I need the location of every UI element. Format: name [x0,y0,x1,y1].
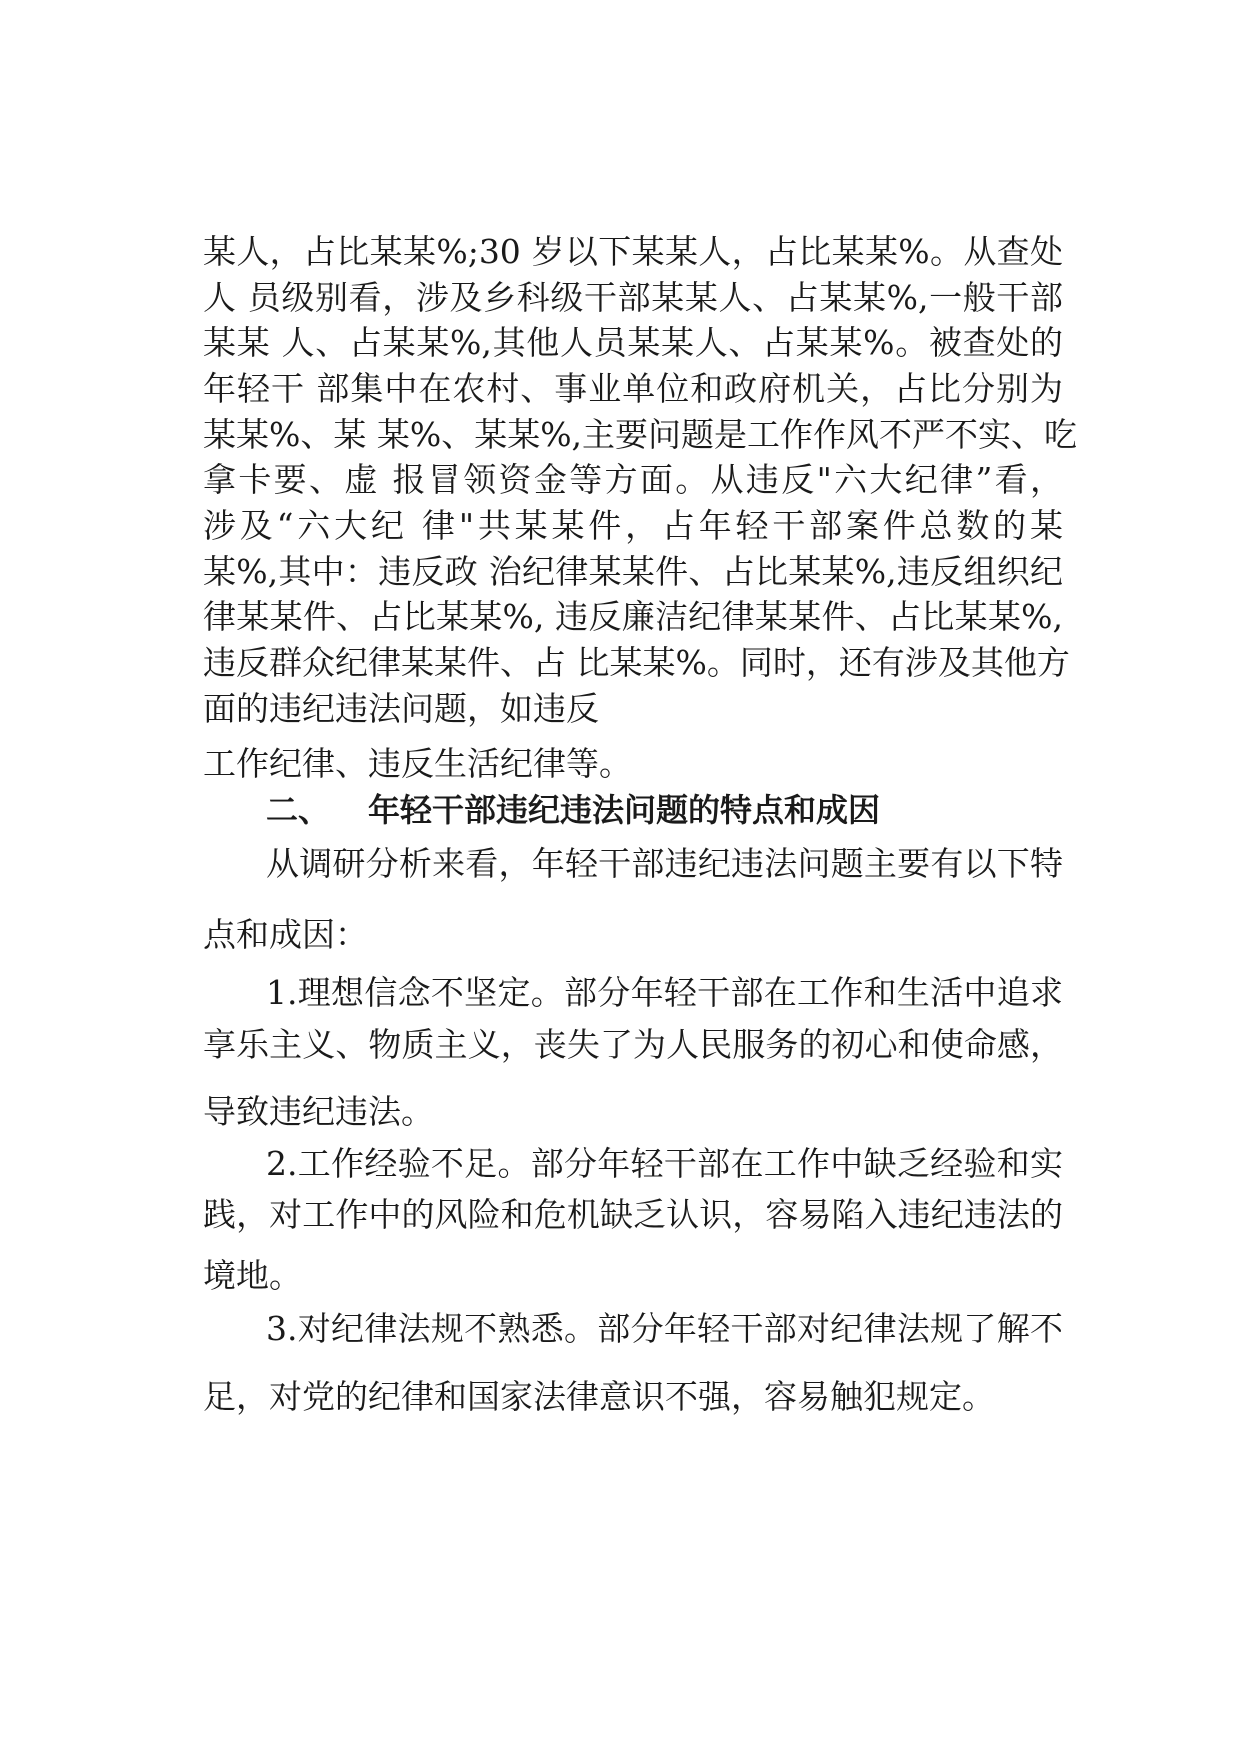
section-heading [266,790,880,830]
text-line: 享乐主义、物质主义，丧失了为人民服务的初心和使命感， [203,1025,1063,1064]
text-line: 1.理想信念不坚定。部分年轻干部在工作和生活中追求 [266,973,1063,1012]
text-line: 从调研分析来看，年轻干部违纪违法问题主要有以下特 [266,844,1063,883]
text-line: 某%,其中：违反政 治纪律某某件、占比某某%,违反组织纪 [203,552,1063,591]
text-line: 面的违纪违法问题，如违反 [203,689,599,728]
text-line: 践，对工作中的风险和危机缺乏认识，容易陷入违纪违法的 [203,1195,1063,1234]
text-line: 3.对纪律法规不熟悉。部分年轻干部对纪律法规了解不 [266,1309,1063,1348]
text-line: 足，对党的纪律和国家法律意识不强，容易触犯规定。 [203,1377,995,1416]
section-title: 年轻干部违纪违法问题的特点和成因 [368,791,881,829]
text-line: 拿卡要、虚 报冒领资金等方面。从违反"六大纪律”看， [203,460,1063,499]
text-line: 年轻干 部集中在农村、事业单位和政府机关，占比分别为 [203,369,1063,408]
section-number: 二、 [266,791,331,829]
text-line: 某某%、某 某%、某某%,主要问题是工作作风不严不实、吃 [203,415,1078,454]
text-line: 导致违纪违法。 [203,1092,434,1131]
text-line: 某某 人、占某某%,其他人员某某人、占某某%。被查处的 [203,323,1063,362]
text-line: 涉及“六大纪 律"共某某件，占年轻干部案件总数的某 [203,506,1063,545]
text-line: 2.工作经验不足。部分年轻干部在工作中缺乏经验和实 [266,1144,1063,1183]
text-line: 律某某件、占比某某%, 违反廉洁纪律某某件、占比某某%, [203,597,1063,636]
text-line: 人 员级别看，涉及乡科级干部某某人、占某某%,一般干部 [203,278,1063,317]
text-line: 工作纪律、违反生活纪律等。 [203,744,632,783]
text-line: 点和成因： [203,915,368,954]
text-line: 境地。 [203,1256,302,1295]
text-line: 某人，占比某某%;30 岁以下某某人，占比某某%。从查处 [203,232,1063,271]
text-line: 违反群众纪律某某件、占 比某某%。同时，还有涉及其他方 [203,643,1070,682]
